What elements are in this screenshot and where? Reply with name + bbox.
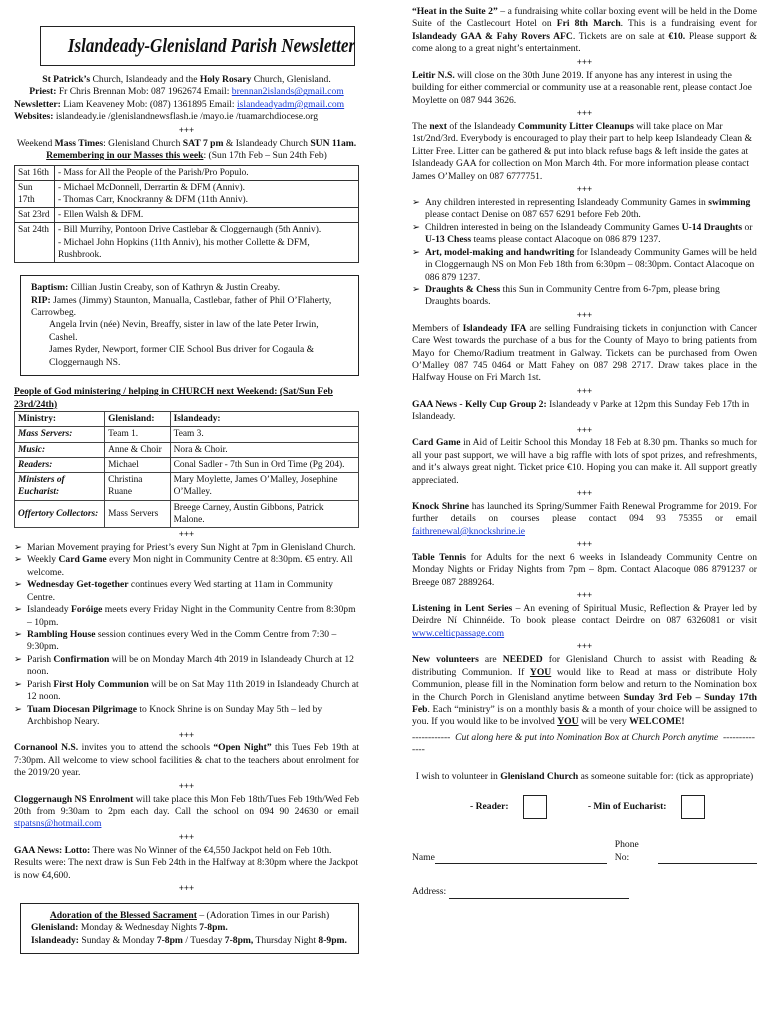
baptism-line: Baptism: Cillian Justin Creaby, son of Kathryn & Justin Creaby. [31, 282, 280, 294]
ministers-cell: Team 3. [170, 427, 358, 442]
leitir-notice: Leitir N.S. will close on the 30th June 2019. If anyone has any interest in using the building for either commercial or community use at a reasonable rent, please contact Joe Moylette on 087 944 3626. [412, 69, 752, 106]
arrow-bullet-icon: ➢ [14, 541, 23, 553]
ministers-heading: People of God ministering / helping in CHURCH next Weekend: (Sat/Sun Feb 23rd/24th) [14, 386, 333, 410]
baptism-rip-box [20, 275, 359, 376]
celtic-passage-link[interactable]: www.celticpassage.com [412, 627, 505, 639]
community-games-item: ➢ Any children interested in representing Islandeady Community Games in swimming please contact Denise on 087 657 6291 before Feb 20th. [412, 196, 751, 221]
mass-intention: - Mass for All the People of the Parish/Pro Populo. [58, 167, 249, 178]
separator: +++ [576, 309, 593, 320]
arrow-bullet-icon: ➢ [14, 628, 23, 640]
separator: +++ [178, 883, 195, 893]
mass-intention: - Ellen Walsh & DFM. [58, 210, 144, 221]
knock-shrine-notice: Knock Shrine has launched its Spring/Summer Faith Renewal Programme for 2019. For further details on courses please contact 094 93 75355 or email faithrenewal@knockshrine.ie [412, 500, 758, 537]
notice-item: ➢ Wednesday Get-together continues every Wed starting at 11am in Community Centre. [14, 579, 333, 603]
table-tennis-notice: Table Tennis for Adults for the next 6 weeks in Islandeady Community Centre on Monday Nights or Friday Nights from 7pm – 8pm. Contact Alacoque 086 8791237 or Breege 087 2889264. [412, 551, 757, 588]
adoration-islandeady: Islandeady: Sunday & Monday 7-8pm / Tuesday 7-8pm, Thursday Night 8-9pm. [31, 934, 347, 946]
separator: +++ [178, 729, 195, 740]
priest-email-link[interactable]: brennan2islands@gmail.com [231, 86, 344, 98]
notice-item: ➢ Islandeady Foróige meets every Friday Night in the Community Centre from 8:30pm – 10pm. [14, 604, 356, 628]
ministers-cell: Mary Moylette, James O’Malley, Josephine O’Malley. [170, 473, 358, 500]
mass-intentions-table [14, 165, 359, 264]
ministers-cell: Offertory Collectors: [15, 500, 105, 527]
mass-intentions [55, 180, 359, 207]
ministers-cell: Mass Servers [105, 500, 171, 527]
newsletter-contact-line: Newsletter: Liam Keaveney Mob: (087) 1361895 Email: islandeadyadm@gmail.com [14, 98, 345, 110]
notice-item: ➢ Marian Movement praying for Priest’s every Sun Night at 7pm in Glenisland Church. [14, 541, 356, 553]
rip-line-3: James Ryder, Newport, former CIE School Bus driver for Cogaula & Cloggernaugh NS. [49, 344, 315, 368]
mass-intention: - Michael John Hopkins (11th Anniv), his mother Collette & DFM, Rushbrook. [58, 237, 310, 260]
separator: +++ [178, 124, 195, 135]
separator: +++ [576, 641, 593, 652]
arrow-bullet-icon: ➢ [14, 703, 23, 715]
community-games-item: ➢ Art, model-making and handwriting for Islandeady Community Games will be held in Cloggernaugh NS on Mon Feb 18th from 6:30pm – 08:30pm. Contact Alacoque on 086 879 1237. [412, 246, 757, 283]
litter-cleanup-notice: The next of the Islandeady Community Litter Cleanups will take place on Mar 1st/2nd/3rd. Everybody is encouraged to play their part to help keep Islandeady Clean & Litter Free. Litter can be gathered & put into black refuse bags & left inside the gates at Islandeady GAA for collection on Mon March 4th. For more information please contact James O’Malley on 087 6777751. [412, 120, 752, 182]
notice-item: ➢ Tuam Diocesan Pilgrimage to Knock Shrine is on Sunday May 5th – led by Archbishop Neary. [14, 703, 323, 728]
mass-date: Sun 17th [15, 180, 55, 207]
name-field[interactable] [435, 853, 607, 864]
rip-line: RIP: James (Jimmy) Staunton, Manualla, Castlebar, father of Phil O’Flaherty, Carrowbeg. [31, 294, 332, 318]
remembering-heading: Remembering in our Masses this week: (Sun 17th Feb – Sun 24th Feb) [46, 150, 327, 162]
separator: +++ [178, 831, 195, 842]
separator: +++ [576, 385, 593, 396]
ministers-cell: Breege Carney, Austin Gibbons, Patrick Malone. [170, 500, 358, 527]
mass-intention: - Michael McDonnell, Derrartin & DFM (Anniv). [58, 182, 245, 193]
arrow-bullet-icon: ➢ [14, 604, 23, 616]
separator: +++ [178, 529, 195, 539]
volunteers-notice: New volunteers are NEEDED for Glenisland Church to assist with Reading & distributing Communion. If YOU would like to Read at mass or distribute Holy Communion, please fill in the Nomination form below and return to the Nomination box in the Church Porch in Glenisland anytime between Sunday 3rd Feb – Sunday 17th Feb. Each “ministry” is on a monthly basis & a month of your choice will be assigned to you. If you would like to be involved YOU will be very WELCOME! [412, 654, 757, 728]
left-notices-list [14, 542, 359, 729]
weekend-mass-times: Weekend Mass Times: Glenisland Church SAT 7 pm & Islandeady Church SUN 11am. [16, 137, 357, 149]
ministers-row [15, 457, 359, 472]
ministers-row [15, 473, 359, 500]
arrow-bullet-icon: ➢ [14, 579, 23, 591]
community-games-list [412, 197, 757, 309]
ministers-cell: Anne & Choir [105, 442, 171, 457]
mass-intentions [55, 208, 359, 223]
notice-item: ➢ Parish Confirmation will be on Monday March 4th 2019 in Islandeady Church at 12 noon. [14, 653, 354, 678]
knock-email-link[interactable]: faithrenewal@knockshrine.ie [412, 525, 525, 537]
mass-row [15, 180, 359, 207]
separator: +++ [178, 780, 195, 791]
arrow-bullet-icon: ➢ [412, 246, 421, 258]
arrow-bullet-icon: ➢ [14, 653, 23, 665]
separator: +++ [576, 590, 593, 601]
separator: +++ [576, 488, 593, 499]
separator: +++ [576, 56, 593, 67]
mass-row [15, 208, 359, 223]
community-games-item: ➢ Children interested in being on the Islandeady Community Games U-14 Draughts or U-13 Chess teams please contact Alacoque on 086 879 1237. [412, 221, 753, 246]
eucharist-label: - Min of Eucharist: [587, 801, 667, 813]
left-column [14, 0, 359, 954]
ifa-notice: Members of Islandeady IFA are selling Fundraising tickets in conjunction with Cancer Care West towards the purchase of a bus for the County of Mayo to bring patients from Mayo for Chemo/Radium treatment in Galway. Tickets can be purchased from Owen O’Malley 087 745 0464 or Matt Fahey on 087 298 2717. Draw takes place in the Halfway House on Fri March 1st. [412, 322, 757, 384]
arrow-bullet-icon: ➢ [14, 678, 23, 690]
cloggernaugh-email-link[interactable]: stpatsns@hotmail.com [14, 818, 102, 830]
separator: +++ [576, 107, 593, 118]
notice-item: ➢ Weekly Card Game every Mon night in Community Centre at 8:30pm. €5 entry. All welcome. [14, 554, 353, 578]
mass-date: Sat 16th [15, 165, 55, 180]
websites-line: Websites: islandeady.ie /glenislandnewsflash.ie /mayo.ie /tuamarchdiocese.org [14, 111, 318, 123]
ministry-checkboxes [412, 795, 757, 819]
reader-label: - Reader: [470, 801, 509, 813]
ministers-cell: Team 1. [105, 427, 171, 442]
newsletter-email-link[interactable]: islandeadyadm@gmail.com [237, 98, 345, 110]
title-box [40, 26, 355, 66]
cloggernaugh-notice: Cloggernaugh NS Enrolment will take place this Mon Feb 18th/Tues Feb 19th/Wed Feb 20th from 9:30am to 2pm each day. Call the school on 094 90 24630 or email stpatsns@hotmail.com [14, 793, 359, 830]
arrow-bullet-icon: ➢ [14, 554, 23, 566]
community-games-item: ➢ Draughts & Chess this Sun in Community Centre from 6-7pm, please bring Draughts boards. [412, 283, 720, 308]
mass-date: Sat 24th [15, 223, 55, 263]
name-phone-row [412, 839, 757, 864]
mass-intentions [55, 223, 359, 263]
ministers-row [15, 500, 359, 527]
ministers-cell: Mass Servers: [15, 427, 105, 442]
ministers-header: Ministry: [15, 412, 105, 427]
adoration-box [20, 903, 359, 954]
cut-line: ------------ Cut along here & put into Nomination Box at Church Porch anytime -------------- [412, 731, 755, 756]
right-column [412, 6, 757, 899]
gaa-lotto-notice: GAA News: Lotto: There was No Winner of the €4,550 Jackpot held on Feb 10th. Results were: The next draw is Sun Feb 24th in the Halfway at 8:30pm where the Jackpot is now €4,600. [14, 844, 359, 881]
ministers-cell: Readers: [15, 457, 105, 472]
phone-field[interactable] [658, 853, 757, 864]
mass-intention: - Bill Murrihy, Pontoon Drive Castlebar & Cloggernaugh (5th Anniv). [58, 225, 322, 236]
ministers-cell: Conal Sadler - 7th Sun in Ord Time (Pg 204). [170, 457, 358, 472]
churches-line: St Patrick’s Church, Islandeady and the Holy Rosary Church, Glenisland. [42, 74, 331, 85]
ministers-cell: Music: [15, 442, 105, 457]
name-label: Name [412, 851, 435, 863]
ministers-cell: Ministers of Eucharist: [15, 473, 105, 500]
priest-line: Priest: Fr Chris Brennan Mob: 087 1962674 Email: brennan2islands@gmail.com [29, 86, 344, 98]
adoration-title: Adoration of the Blessed Sacrament – (Adoration Times in our Parish) [49, 909, 330, 921]
lent-series-notice: Listening in Lent Series – An evening of Spiritual Music, Reflection & Prayer led by Deirdre Ní Chinnéide. To book please contact Deirdre on 087 6326081 or visit www.celticpassage.com [412, 603, 757, 639]
arrow-bullet-icon: ➢ [412, 196, 421, 208]
arrow-bullet-icon: ➢ [412, 221, 421, 233]
separator: +++ [576, 184, 593, 194]
heat-in-suite-notice: “Heat in the Suite 2” – a fundraising white collar boxing event will be held in the Dome Suite of the Castlecourt Hotel on Fri 8th March. This is a fundraising event for Islandeady GAA & Fahy Rovers AFC. Tickets are on sale at €10. Please support & come along to a great night’s entertainment. [412, 6, 758, 55]
ministers-cell: Nora & Choir. [170, 442, 358, 457]
ministers-row [15, 427, 359, 442]
mass-row [15, 223, 359, 263]
adoration-glenisland: Glenisland: Monday & Wednesday Nights 7-8pm. [31, 922, 228, 934]
mass-date: Sat 23rd [15, 208, 55, 223]
card-game-notice: Card Game in Aid of Leitir School this Monday 18 Feb at 8.30 pm. Thanks so much for all your past support, we will have a big raffle with lots of spot prizes, and refreshments, and it’s always great night. Ticket price €10. Hoping you can make it. All support greatly appreciated. [412, 437, 757, 486]
ministers-cell: Michael [105, 457, 171, 472]
newsletter-title: Islandeady-Glenisland Parish Newsletter [67, 35, 356, 57]
rip-line-2: Angela Irvin (née) Nevin, Breaffy, sister in law of the late Peter Irwin, Cashel. [49, 319, 319, 343]
reader-checkbox[interactable] [523, 795, 547, 819]
separator: +++ [576, 539, 593, 550]
address-row [412, 886, 757, 898]
notice-item: ➢ Rambling House session continues every Wed in the Comm Centre from 7:30 – 9:30pm. [14, 628, 337, 653]
mass-row [15, 165, 359, 180]
kelly-cup-notice: GAA News - Kelly Cup Group 2: Islandeady v Parke at 12pm this Sunday Feb 17th in Islandeady. [412, 398, 750, 423]
arrow-bullet-icon: ➢ [412, 283, 421, 295]
ministers-header: Islandeady: [170, 412, 358, 427]
volunteer-wish-line: I wish to volunteer in Glenisland Church as someone suitable for: (tick as appropriate) [415, 770, 754, 782]
mass-intention: - Thomas Carr, Knockranny & DFM (11th Anniv). [58, 194, 248, 205]
notice-item: ➢ Parish First Holy Communion will be on Sat May 11th 2019 in Islandeady Church at 12 noon. [14, 678, 359, 703]
mass-intentions [55, 165, 359, 180]
cornanool-notice: Cornanool N.S. invites you to attend the schools “Open Night” this Tues Feb 19th at 7:30pm. All welcome to view school facilities & chat to the teachers about enrolment for the 2019/20 year. [14, 742, 359, 779]
ministers-table [14, 411, 359, 528]
ministers-cell: Christina Ruane [105, 473, 171, 500]
eucharist-checkbox[interactable] [681, 795, 705, 819]
separator: +++ [576, 424, 593, 435]
address-label: Address: [412, 886, 447, 898]
phone-label: Phone No: [614, 839, 639, 863]
ministers-row [15, 442, 359, 457]
ministers-header: Glenisland: [105, 412, 171, 427]
address-field[interactable] [449, 888, 629, 899]
